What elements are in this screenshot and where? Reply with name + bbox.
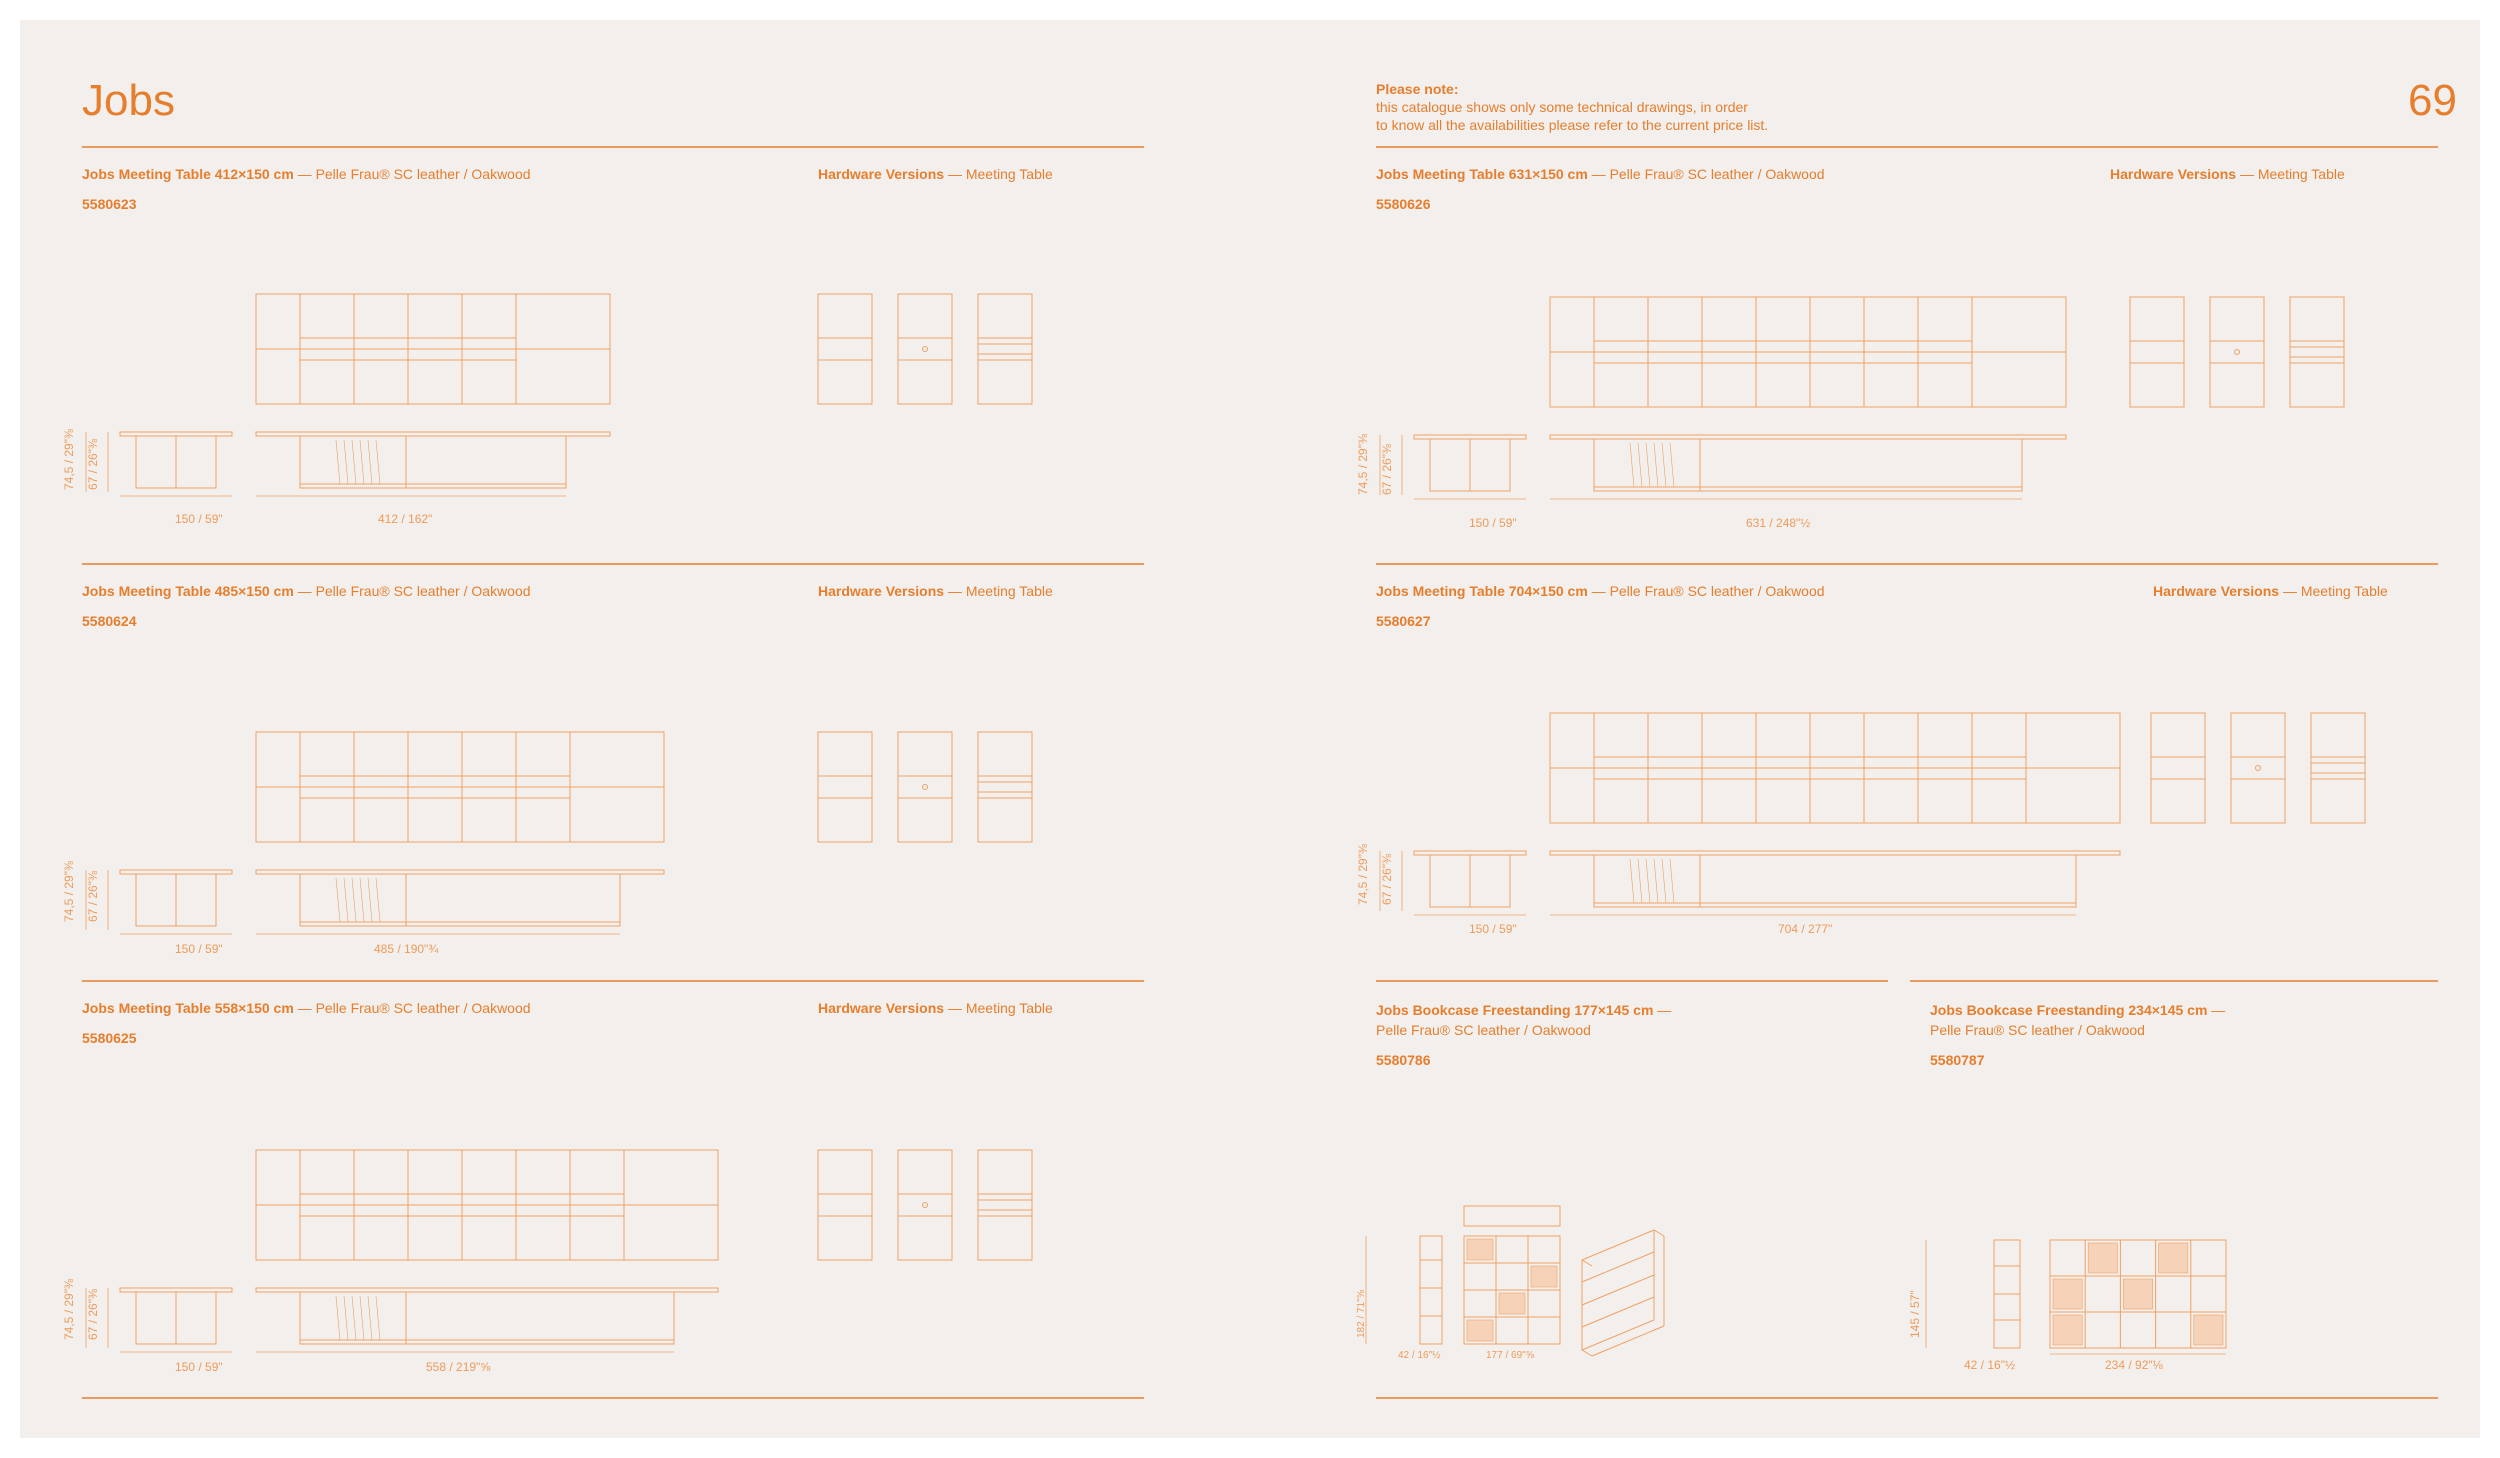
width-dimension: 234 / 92"⅛ (2105, 1358, 2163, 1372)
hw-type: Meeting Table (965, 583, 1053, 599)
product-name: Jobs Meeting Table 412×150 cm (82, 166, 294, 182)
bookcase-leather-panel (1467, 1239, 1493, 1260)
bookcase-leather-panel (1499, 1293, 1525, 1314)
hardware-version-option (978, 732, 1032, 842)
page-number: 69 (2408, 76, 2457, 125)
hardware-version-option (2210, 297, 2264, 407)
height-dimension: 67 / 26"⅜ (1380, 444, 1394, 495)
height-dimension: 74,5 / 29"⅜ (62, 429, 76, 490)
product-heading-5580786: Jobs Bookcase Freestanding 177×145 cm — Pelle Frau® SC leather / Oakwood (1376, 1002, 1672, 1038)
table-side-wood-grain (1646, 859, 1650, 903)
hardware-version-option (2311, 713, 2365, 823)
hardware-version-option (978, 1150, 1032, 1260)
bookcase-leather-panel (2088, 1243, 2117, 1273)
product-heading-5580623: Jobs Meeting Table 412×150 cm — Pelle Frau® SC leather / Oakwood (82, 166, 531, 182)
bookcase-leather-panel (2159, 1243, 2188, 1273)
table-side-wood-grain (344, 878, 348, 922)
table-side-wood-grain (344, 440, 348, 484)
bookcase-leather-panel (2123, 1279, 2152, 1309)
width-dimension: 150 / 59" (1469, 922, 1517, 936)
height-dimension: 182 / 71"⅝ (1356, 1289, 1367, 1338)
length-dimension: 412 / 162" (378, 512, 433, 526)
product-name: Jobs Meeting Table 558×150 cm (82, 1000, 294, 1016)
product-material: Pelle Frau® SC leather / Oakwood (315, 1000, 531, 1016)
hardware-versions-heading: Hardware Versions — Meeting Table (818, 583, 1053, 599)
bookcase-leather-panel (2194, 1315, 2223, 1345)
table-front-top (120, 870, 232, 874)
hardware-versions-heading: Hardware Versions — Meeting Table (818, 166, 1053, 182)
table-side-wood-grain (1654, 859, 1658, 903)
bookcase-leather-panel (1467, 1320, 1493, 1341)
height-dimension: 74,5 / 29"⅜ (62, 861, 76, 922)
table-side-wood-grain (336, 440, 340, 484)
table-side-top (1550, 851, 2120, 855)
note-line-1: this catalogue shows only some technical drawings, in order (1376, 99, 1748, 115)
table-side-wood-grain (376, 878, 380, 922)
table-side-wood-grain (336, 1296, 340, 1340)
hw-label: Hardware Versions (818, 166, 945, 182)
technical-drawings (20, 20, 2480, 1438)
product-code: 5580787 (1930, 1052, 1985, 1068)
product-heading-5580624: Jobs Meeting Table 485×150 cm — Pelle Frau® SC leather / Oakwood (82, 583, 531, 599)
table-side-wood-grain (1670, 443, 1674, 487)
table-side-wood-grain (1638, 859, 1642, 903)
product-material: Pelle Frau® SC leather / Oakwood (1930, 1022, 2145, 1038)
product-heading-5580626: Jobs Meeting Table 631×150 cm — Pelle Frau® SC leather / Oakwood (1376, 166, 1825, 182)
table-side-body (1594, 439, 2022, 491)
table-side-wood-grain (368, 1296, 372, 1340)
width-dimension: 150 / 59" (175, 1360, 223, 1374)
hardware-grommet-icon (2235, 350, 2240, 355)
hardware-version-option (2151, 713, 2205, 823)
table-front-top (1414, 435, 1526, 439)
bookcase-top-view (1464, 1206, 1560, 1226)
table-side-wood-grain (368, 440, 372, 484)
length-dimension: 485 / 190"¾ (374, 942, 439, 956)
hw-label: Hardware Versions (2153, 583, 2280, 599)
hardware-version-option (898, 732, 952, 842)
table-side-wood-grain (368, 878, 372, 922)
hardware-version-option (978, 294, 1032, 404)
bookcase-iso-shelf (1582, 1297, 1654, 1327)
bookcase-leather-panel (2053, 1279, 2082, 1309)
table-side-top (1550, 435, 2066, 439)
product-code: 5580786 (1376, 1052, 1431, 1068)
catalogue-page (20, 20, 2480, 1438)
product-name: Jobs Meeting Table 704×150 cm (1376, 583, 1588, 599)
table-side-wood-grain (1654, 443, 1658, 487)
length-dimension: 704 / 277" (1778, 922, 1833, 936)
hardware-versions-heading: Hardware Versions — Meeting Table (2153, 583, 2388, 599)
hw-type: Meeting Table (2257, 166, 2345, 182)
width-dimension: 150 / 59" (1469, 516, 1517, 530)
hw-type: Meeting Table (965, 1000, 1053, 1016)
product-name: Jobs Meeting Table 485×150 cm (82, 583, 294, 599)
table-side-wood-grain (1662, 443, 1666, 487)
width-dimension: 150 / 59" (175, 512, 223, 526)
hardware-version-option (898, 294, 952, 404)
bookcase-leather-panel (1531, 1266, 1557, 1287)
product-code: 5580623 (82, 196, 137, 212)
product-material: Pelle Frau® SC leather / Oakwood (315, 583, 531, 599)
height-dimension: 67 / 26"⅜ (1380, 854, 1394, 905)
table-side-wood-grain (352, 1296, 356, 1340)
hw-label: Hardware Versions (2110, 166, 2237, 182)
table-front-top (120, 1288, 232, 1292)
hardware-versions-heading: Hardware Versions — Meeting Table (818, 1000, 1053, 1016)
bookcase-iso-shelf (1582, 1252, 1654, 1282)
hw-type: Meeting Table (965, 166, 1053, 182)
bookcase-leather-panel (2053, 1315, 2082, 1345)
note-line-2: to know all the availabilities please refer to the current price list. (1376, 117, 1769, 133)
table-side-body (300, 1292, 674, 1344)
table-side-top (256, 870, 664, 874)
table-side-wood-grain (360, 878, 364, 922)
height-dimension: 74,5 / 29"⅜ (62, 1279, 76, 1340)
bookcase-iso-shelf (1582, 1275, 1654, 1305)
table-side-wood-grain (1670, 859, 1674, 903)
table-side-wood-grain (1646, 443, 1650, 487)
product-code: 5580627 (1376, 613, 1431, 629)
hardware-version-option (2231, 713, 2285, 823)
page-title: Jobs (82, 76, 175, 125)
table-side-wood-grain (352, 878, 356, 922)
table-side-wood-grain (1662, 859, 1666, 903)
table-front-top (1414, 851, 1526, 855)
product-material: Pelle Frau® SC leather / Oakwood (1376, 1022, 1591, 1038)
note-label: Please note: (1376, 81, 1459, 97)
width-dimension: 150 / 59" (175, 942, 223, 956)
hardware-version-option (818, 1150, 872, 1260)
hw-label: Hardware Versions (818, 1000, 945, 1016)
depth-dimension: 42 / 16"½ (1398, 1350, 1441, 1361)
table-side-wood-grain (344, 1296, 348, 1340)
length-dimension: 558 / 219"⅝ (426, 1360, 491, 1374)
table-side-wood-grain (352, 440, 356, 484)
height-dimension: 74,5 / 29"⅜ (1356, 844, 1370, 905)
hardware-grommet-icon (923, 785, 928, 790)
depth-dimension: 42 / 16"½ (1964, 1358, 2015, 1372)
table-side-wood-grain (376, 1296, 380, 1340)
product-heading-5580625: Jobs Meeting Table 558×150 cm — Pelle Frau® SC leather / Oakwood (82, 1000, 531, 1016)
table-side-top (256, 1288, 718, 1292)
product-name: Jobs Bookcase Freestanding 234×145 cm (1930, 1002, 2208, 1018)
hardware-version-option (898, 1150, 952, 1260)
table-side-top (256, 432, 610, 436)
height-dimension: 145 / 57" (1908, 1290, 1922, 1338)
bookcase-iso-edge (1654, 1230, 1664, 1236)
bookcase-side-view (1420, 1236, 1442, 1344)
table-side-body (1594, 855, 2076, 907)
table-side-body (300, 874, 620, 926)
product-code: 5580625 (82, 1030, 137, 1046)
height-dimension: 67 / 26"⅜ (86, 1289, 100, 1340)
table-side-wood-grain (1630, 859, 1634, 903)
hardware-versions-heading: Hardware Versions — Meeting Table (2110, 166, 2345, 182)
table-side-wood-grain (336, 878, 340, 922)
product-heading-5580627: Jobs Meeting Table 704×150 cm — Pelle Frau® SC leather / Oakwood (1376, 583, 1825, 599)
product-name: Jobs Bookcase Freestanding 177×145 cm (1376, 1002, 1654, 1018)
table-side-wood-grain (360, 440, 364, 484)
product-material: Pelle Frau® SC leather / Oakwood (1609, 166, 1825, 182)
length-dimension: 631 / 248"½ (1746, 516, 1811, 530)
product-code: 5580624 (82, 613, 137, 629)
bookcase-iso-edge (1582, 1350, 1592, 1356)
table-side-wood-grain (1630, 443, 1634, 487)
hw-label: Hardware Versions (818, 583, 945, 599)
table-front-top (120, 432, 232, 436)
hardware-grommet-icon (2256, 766, 2261, 771)
product-code: 5580626 (1376, 196, 1431, 212)
table-side-wood-grain (376, 440, 380, 484)
height-dimension: 67 / 26"⅜ (86, 439, 100, 490)
height-dimension: 67 / 26"⅜ (86, 871, 100, 922)
table-side-wood-grain (1638, 443, 1642, 487)
hardware-version-option (818, 294, 872, 404)
hardware-version-option (2290, 297, 2344, 407)
product-heading-5580787: Jobs Bookcase Freestanding 234×145 cm — Pelle Frau® SC leather / Oakwood (1930, 1002, 2226, 1038)
hardware-grommet-icon (923, 1203, 928, 1208)
product-material: Pelle Frau® SC leather / Oakwood (315, 166, 531, 182)
table-side-wood-grain (360, 1296, 364, 1340)
hardware-version-option (818, 732, 872, 842)
hw-type: Meeting Table (2300, 583, 2388, 599)
hardware-grommet-icon (923, 347, 928, 352)
height-dimension: 74,5 / 29"⅜ (1356, 434, 1370, 495)
product-name: Jobs Meeting Table 631×150 cm (1376, 166, 1588, 182)
product-material: Pelle Frau® SC leather / Oakwood (1609, 583, 1825, 599)
hardware-version-option (2130, 297, 2184, 407)
width-dimension: 177 / 69"⅝ (1486, 1350, 1535, 1361)
bookcase-iso-edge (1582, 1260, 1592, 1266)
